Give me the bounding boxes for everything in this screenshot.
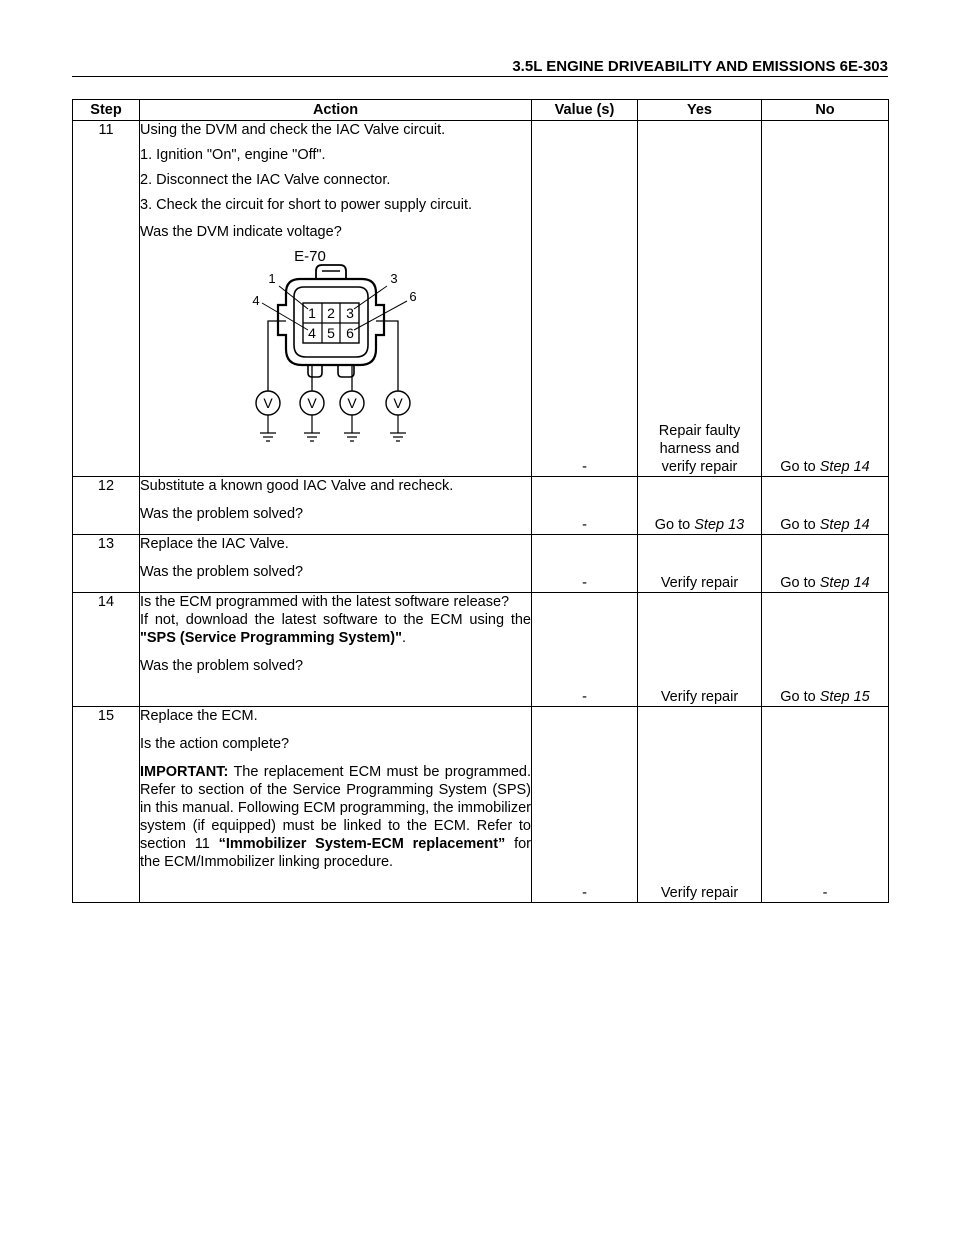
ground-icon	[260, 415, 406, 441]
yes-cell: Verify repair	[638, 535, 762, 593]
pin-number: 1	[308, 305, 316, 321]
value-cell: -	[532, 593, 638, 707]
action-text: Is the ECM programmed with the latest software release?	[140, 594, 510, 610]
action-step-2: 2. Disconnect the IAC Valve connector.	[140, 172, 391, 188]
no-cell: Go to Step 14	[762, 535, 889, 593]
table-header-row	[73, 100, 889, 121]
action-question: Was the problem solved?	[140, 658, 304, 674]
action-text: Using the DVM and check the IAC Valve circuit.	[140, 122, 446, 138]
col-step: Step	[73, 100, 140, 121]
step-reference: Step 14	[819, 459, 870, 475]
important-note: IMPORTANT: The replacement ECM must be programmed. Refer to section of the Service Programming System (SPS) in this manual. Following ECM programming, the immobilizer system (if equipped) must be linked to the ECM. Refer to section 11 “Immobilizer System-ECM replacement” for the ECM/Immobilizer linking procedure.	[140, 764, 532, 870]
step-number: 15	[73, 707, 140, 903]
pin-number: 3	[346, 305, 354, 321]
connector-diagram	[140, 241, 524, 455]
action-question: Is the action complete?	[140, 736, 290, 752]
pin-number: 6	[346, 325, 354, 341]
connector-label: E-70	[294, 248, 326, 265]
voltmeter-group	[256, 391, 410, 415]
col-yes: Yes	[638, 100, 762, 121]
connector-latch	[316, 265, 346, 279]
meter-label: V	[263, 395, 273, 411]
action-cell	[140, 121, 532, 477]
yes-cell: Repair faulty harness and verify repair	[638, 121, 762, 477]
no-cell: Go to Step 14	[762, 121, 889, 477]
value-cell: -	[532, 477, 638, 535]
table-row	[73, 593, 889, 707]
step-reference: Step 15	[819, 689, 870, 705]
action-step-1: 1. Ignition "On", engine "Off".	[140, 147, 326, 163]
col-no: No	[762, 100, 889, 121]
value-cell: -	[532, 535, 638, 593]
diagnostic-table	[72, 99, 889, 903]
col-value: Value (s)	[532, 100, 638, 121]
action-text: Replace the ECM.	[140, 708, 258, 724]
callout-label: 3	[390, 271, 398, 286]
connector-inner	[294, 287, 368, 357]
pin-number: 4	[308, 325, 316, 341]
action-cell	[140, 477, 532, 535]
pin-number: 5	[327, 325, 335, 341]
table-row	[73, 121, 889, 477]
step-reference: Step 14	[819, 517, 870, 533]
action-text: Substitute a known good IAC Valve and recheck.	[140, 478, 454, 494]
no-cell: Go to Step 14	[762, 477, 889, 535]
meter-label: V	[393, 395, 403, 411]
action-step-3: 3. Check the circuit for short to power supply circuit.	[140, 197, 473, 213]
action-cell	[140, 535, 532, 593]
callout-label: 1	[268, 271, 276, 286]
table-row	[73, 535, 889, 593]
yes-cell: Verify repair	[638, 707, 762, 903]
action-cell	[140, 707, 532, 903]
header-rule	[72, 76, 888, 77]
table-row	[73, 477, 889, 535]
no-cell: Go to Step 15	[762, 593, 889, 707]
step-number: 11	[73, 121, 140, 477]
pin-number: 2	[327, 305, 335, 321]
no-cell: -	[762, 707, 889, 903]
value-cell: -	[532, 121, 638, 477]
step-reference: Step 14	[819, 575, 870, 591]
action-cell	[140, 593, 532, 707]
table-row	[73, 707, 889, 903]
action-question: Was the DVM indicate voltage?	[140, 224, 342, 240]
step-reference: Step 13	[694, 517, 745, 533]
meter-label: V	[347, 395, 357, 411]
page-header: 3.5L ENGINE DRIVEABILITY AND EMISSIONS 6E-303	[512, 58, 888, 75]
meter-label: V	[307, 395, 317, 411]
step-number: 14	[73, 593, 140, 707]
value-cell: -	[532, 707, 638, 903]
step-number: 13	[73, 535, 140, 593]
action-text: If not, download the latest software to the ECM using the "SPS (Service Programming System)".	[140, 612, 531, 646]
step-number: 12	[73, 477, 140, 535]
col-action: Action	[140, 100, 532, 121]
callout-label: 4	[252, 293, 260, 308]
action-text: Replace the IAC Valve.	[140, 536, 289, 552]
yes-cell: Go to Step 13	[638, 477, 762, 535]
action-question: Was the problem solved?	[140, 506, 304, 522]
action-question: Was the problem solved?	[140, 564, 304, 580]
callout-label: 6	[409, 289, 417, 304]
yes-cell: Verify repair	[638, 593, 762, 707]
